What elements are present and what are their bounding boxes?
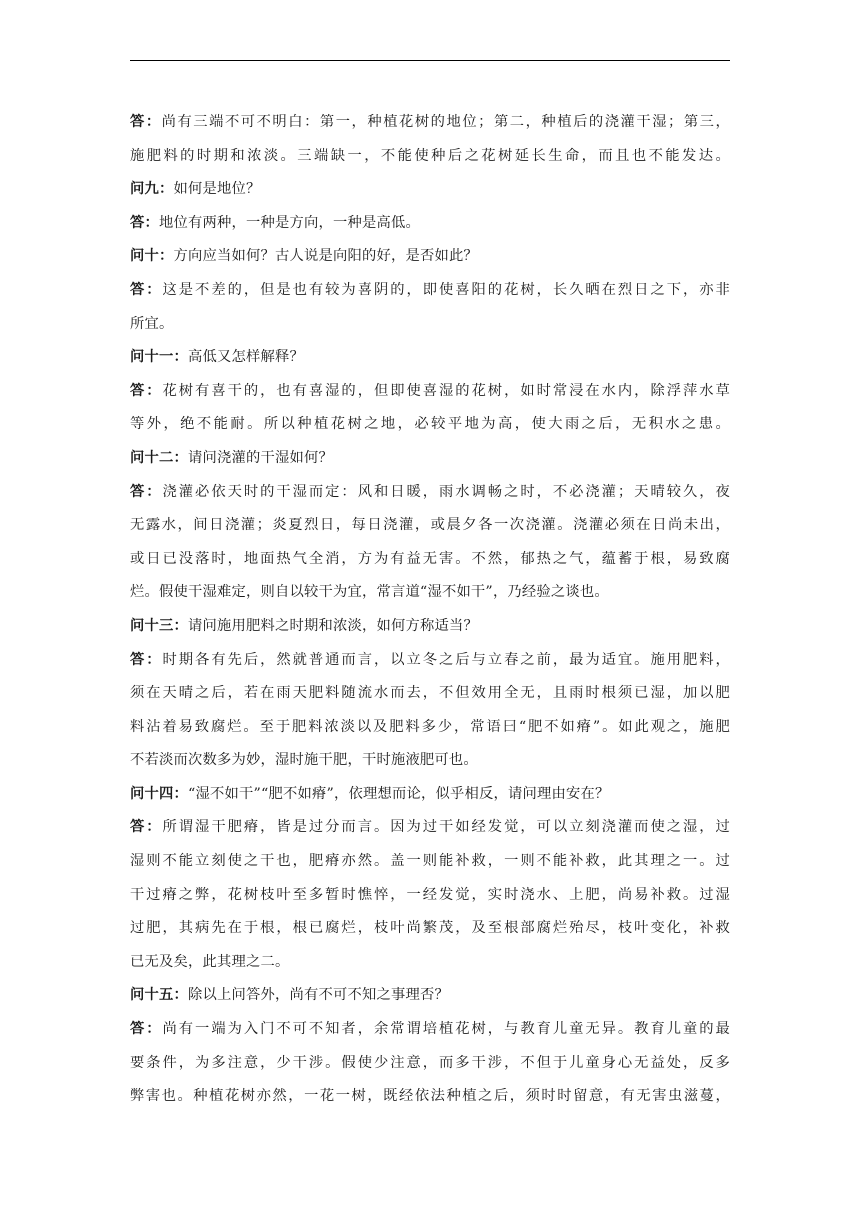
text-line: 等外，绝不能耐。所以种植花树之地，必较平地为高，使大雨之后，无积水之患。 (130, 416, 730, 433)
question-line: 问九：如何是地位？ (130, 181, 261, 198)
question-line: 问十二：请问浇灌的干湿如何？ (130, 449, 333, 466)
document-body (130, 106, 730, 1114)
answer-line: 答：浇灌必依天时的干湿而定：风和日暖，雨水调畅之时，不必浇灌；天晴较久，夜 (130, 483, 730, 500)
question-line: 问十三：请问施用肥料之时期和浓淡，如何方称适当？ (130, 617, 478, 634)
text-line: 不若淡而次数多为妙，湿时施干肥，干时施液肥可也。 (130, 752, 478, 769)
header-rule (130, 60, 730, 61)
answer-line: 答：这是不差的，但是也有较为喜阴的，即使喜阳的花树，长久晒在烈日之下，亦非 (130, 281, 730, 298)
text-line: 所宜。 (130, 315, 174, 332)
text-line: 湿则不能立刻使之干也，肥瘠亦然。盖一则能补救，一则不能补救，此其理之一。过 (130, 853, 730, 870)
question-line: 问十一：高低又怎样解释？ (130, 349, 304, 366)
text-line: 要条件，为多注意，少干涉。假使少注意，而多干涉，不但于儿童身心无益处，反多 (130, 1054, 730, 1071)
answer-line: 答：所谓湿干肥瘠，皆是过分而言。因为过干如经发觉，可以立刻浇灌而使之湿，过 (130, 819, 730, 836)
text-line: 料沾着易致腐烂。至于肥料浓淡以及肥料多少，常语曰“肥不如瘠”。如此观之，施肥 (130, 718, 730, 735)
question-line: 问十五：除以上问答外，尚有不可不知之事理否？ (130, 987, 449, 1004)
text-line: 过肥，其病先在于根，根已腐烂，枝叶尚繁茂，及至根部腐烂殆尽，枝叶变化，补救 (130, 920, 730, 937)
text-line: 施肥料的时期和浓淡。三端缺一，不能使种后之花树延长生命，而且也不能发达。 (130, 147, 730, 164)
text-line: 干过瘠之弊，花树枝叶至多暂时憔悴，一经发觉，实时浇水、上肥，尚易补救。过湿 (130, 886, 730, 903)
answer-line: 答：时期各有先后，然就普通而言，以立冬之后与立春之前，最为适宜。施用肥料， (130, 651, 730, 668)
text-line: 须在天晴之后，若在雨天肥料随流水而去，不但效用全无，且雨时根须已湿，加以肥 (130, 685, 730, 702)
text-line: 烂。假使干湿难定，则自以较干为宜，常言道“湿不如干”，乃经验之谈也。 (130, 584, 609, 601)
text-line: 无露水，间日浇灌；炎夏烈日，每日浇灌，或晨夕各一次浇灌。浇灌必须在日尚未出， (130, 517, 730, 534)
answer-line: 答：尚有一端为入门不可不知者，余常谓培植花树，与教育儿童无异。教育儿童的最 (130, 1021, 730, 1038)
question-line: 问十四：“湿不如干”“肥不如瘠”，依理想而论，似乎相反，请问理由安在？ (130, 785, 610, 802)
text-line: 已无及矣，此其理之二。 (130, 953, 290, 970)
text-line: 或日已没落时，地面热气全消，方为有益无害。不然，郁热之气，蕴蓄于根，易致腐 (130, 550, 730, 567)
answer-line: 答：花树有喜干的，也有喜湿的，但即使喜湿的花树，如时常浸在水内，除浮萍水草 (130, 382, 730, 399)
question-line: 问十：方向应当如何？古人说是向阳的好，是否如此？ (130, 248, 478, 265)
answer-line: 答：尚有三端不可不明白：第一，种植花树的地位；第二，种植后的浇灌干湿；第三， (130, 114, 730, 130)
text-line: 弊害也。种植花树亦然，一花一树，既经依法种植之后，须时时留意，有无害虫滋蔓， (130, 1088, 730, 1105)
answer-line: 答：地位有两种，一种是方向，一种是高低。 (130, 214, 420, 231)
